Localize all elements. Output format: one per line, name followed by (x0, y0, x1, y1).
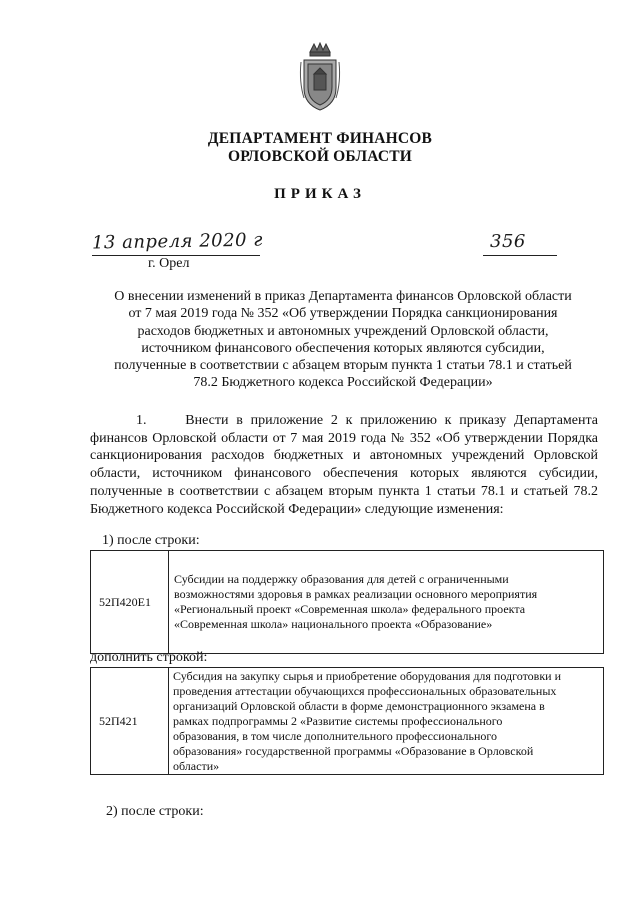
title-line: 78.2 Бюджетного кодекса Российской Федерации» (193, 375, 493, 391)
paragraph-text: Внести в приложение 2 к приложению к приказу Департамента финансов Орловской области от 7 мая 2019 года № 352 «Об утверждении Порядка санкционирования расходов бюджетных и автономных учреждений Орловской области, источником финансового обеспечения которых являются субсидии, полученные в соответствии с абзацем вторым пункта 1 статьи 78.1 и статьей 78.2 Бюджетного кодекса Российской Федерации» следующие изменения: (90, 413, 599, 517)
department-line-2: ОРЛОВСКОЙ ОБЛАСТИ (227, 148, 413, 165)
row-description-line: области» (173, 758, 220, 773)
item-1-label: 1) после строки: (102, 533, 200, 548)
item-2-label: 2) после строки: (106, 804, 204, 819)
coat-of-arms-emblem (298, 42, 342, 114)
order-title (80, 288, 606, 392)
city-label: г. Орел (148, 256, 190, 271)
document-type: ПРИКАЗ (274, 186, 366, 202)
row-description-line: Субсидии на поддержку образования для детей с ограниченными (174, 572, 509, 586)
title-line: от 7 мая 2019 года № 352 «Об утверждении Порядка санкционирования (128, 306, 558, 322)
row-description-line: Субсидия на закупку сырья и приобретение оборудования для подготовки и (173, 668, 562, 683)
row-description (169, 551, 604, 654)
row-description-line: организаций Орловской области в форме демонстрационного экзамена в (173, 698, 545, 713)
paragraph-number: 1. (136, 413, 147, 428)
row-description-line: образования, в том числе дополнительного профессионального (173, 728, 498, 743)
title-line: О внесении изменений в приказ Департамента финансов Орловской области (114, 289, 572, 304)
row-code: 52П420Е1 (91, 551, 169, 654)
title-line: расходов бюджетных и автономных учреждений Орловской области, (137, 323, 549, 339)
order-number-handwritten: 356 (490, 231, 526, 252)
paragraph-1 (90, 412, 598, 518)
budget-row-table-2 (90, 667, 604, 775)
order-date-handwritten: 13 апреля 2020 г (91, 229, 264, 254)
title-line: полученные в соответствии с абзацем вторым пункта 1 статьи 78.1 и статьей (114, 358, 572, 374)
department-line-1: ДЕПАРТАМЕНТ ФИНАНСОВ (207, 130, 433, 147)
row-description-line: образования» государственной программы «Образование в Орловской (173, 743, 534, 758)
row-description-line: «Региональный проект «Современная школа» федерального проекта (174, 602, 526, 616)
number-underline (483, 255, 557, 256)
row-description-line: рамках подпрограммы 2 «Развитие системы профессионального (173, 713, 503, 728)
row-description-line: «Современная школа» национального проекта «Образование» (174, 617, 493, 631)
row-code: 52П421 (91, 668, 169, 775)
add-row-label: дополнить строкой: (90, 650, 208, 665)
row-description-line: проведения аттестации обучающихся профессиональных образовательных (173, 683, 557, 698)
title-line: источником финансового обеспечения которых являются субсидии, (141, 340, 545, 356)
row-description-line: возможностями здоровья в рамках реализации основного мероприятия (174, 587, 538, 601)
department-name (0, 130, 640, 166)
budget-row-table-1 (90, 550, 604, 654)
row-description (169, 668, 604, 775)
